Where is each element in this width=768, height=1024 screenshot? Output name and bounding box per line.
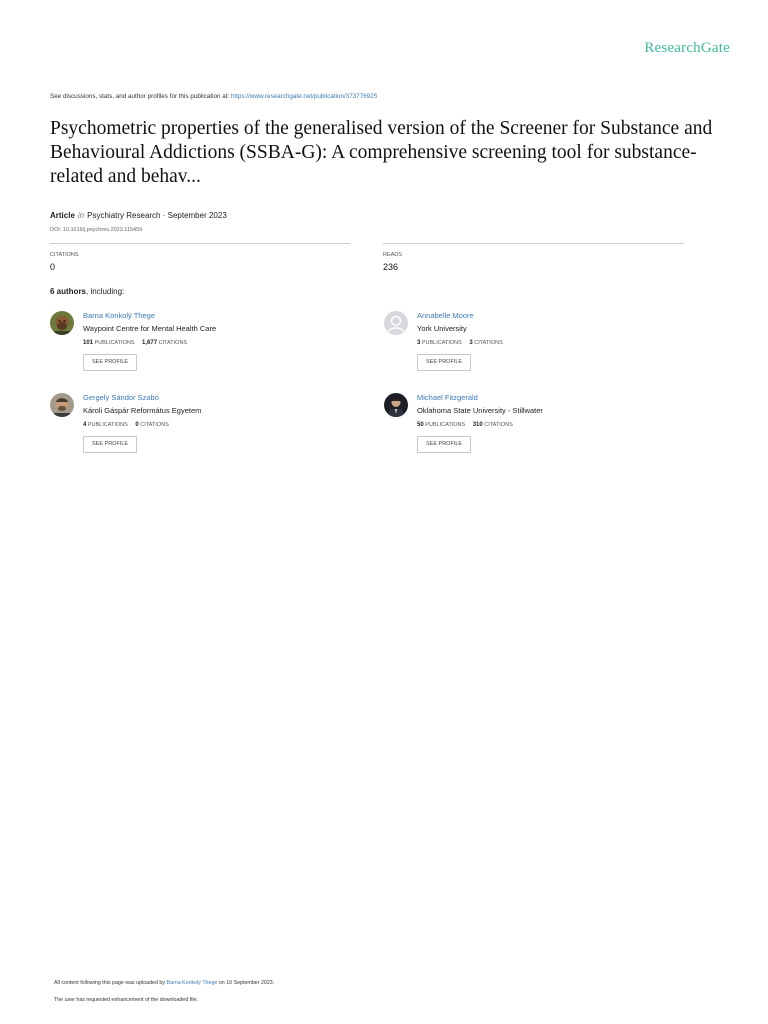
author-card: [384, 311, 684, 381]
citations-count: 3: [469, 340, 473, 346]
author-card: [50, 311, 350, 381]
citations-value: 0: [50, 262, 56, 272]
avatar[interactable]: [384, 393, 408, 417]
citations-label: CITATIONS: [140, 422, 169, 428]
authors-heading: [50, 287, 124, 296]
avatar[interactable]: [384, 311, 408, 335]
avatar[interactable]: [50, 393, 74, 417]
default-user-icon: [384, 311, 408, 335]
uploader-link[interactable]: Barna Konkolÿ Thege: [166, 980, 218, 986]
publications-count: 4: [83, 422, 87, 428]
see-profile-button[interactable]: SEE PROFILE: [83, 436, 137, 453]
divider-citations: [50, 243, 350, 244]
publications-count: 101: [83, 340, 94, 346]
divider-reads: [383, 243, 684, 244]
author-institution: Oklahoma State University - Stillwater: [417, 406, 543, 415]
enhancement-notice: The user has requested enhancement of the downloaded file.: [54, 997, 198, 1003]
publications-label: PUBLICATIONS: [421, 340, 462, 346]
article-type: Article: [50, 211, 75, 220]
reads-label: READS: [383, 252, 402, 258]
publications-label: PUBLICATIONS: [87, 422, 128, 428]
see-profile-button[interactable]: SEE PROFILE: [417, 436, 471, 453]
see-discussions-text: See discussions, stats, and author profiles for this publication at:: [50, 93, 230, 100]
author-name-link[interactable]: Barna Konkolÿ Thege: [83, 311, 155, 320]
author-institution: Károli Gáspár Református Egyetem: [83, 406, 202, 415]
author-name-link[interactable]: Annabelle Moore: [417, 311, 474, 320]
publications-count: 50: [417, 422, 424, 428]
author-institution: Waypoint Centre for Mental Health Care: [83, 324, 217, 333]
author-stats: [417, 422, 513, 428]
author-stats: [83, 340, 187, 346]
citations-label: CITATIONS: [158, 340, 188, 346]
in-label: in: [77, 211, 85, 220]
publication-meta: [50, 211, 227, 220]
upload-prefix: All content following this page was uploaded by: [54, 980, 166, 986]
citations-count: 0: [135, 422, 139, 428]
reads-value: 236: [383, 262, 399, 272]
citations-label: CITATIONS: [50, 252, 79, 258]
author-stats: [83, 422, 169, 428]
researchgate-logo[interactable]: ResearchGate: [644, 40, 730, 56]
author-stats: [417, 340, 503, 346]
upload-notice: [54, 980, 274, 986]
see-discussions-line: [50, 93, 377, 100]
authors-count: 6 authors: [50, 287, 87, 296]
citations-label: CITATIONS: [484, 422, 513, 428]
publications-label: PUBLICATIONS: [425, 422, 466, 428]
publication-url-link[interactable]: https://www.researchgate.net/publication/373776925: [230, 93, 378, 100]
publications-count: 3: [417, 340, 421, 346]
citations-count: 310: [472, 422, 483, 428]
author-institution: York University: [417, 324, 467, 333]
see-profile-button[interactable]: SEE PROFILE: [417, 354, 471, 371]
see-profile-button[interactable]: SEE PROFILE: [83, 354, 137, 371]
publications-label: PUBLICATIONS: [94, 340, 135, 346]
author-card: [50, 393, 350, 463]
upload-suffix: on 10 September 2023.: [218, 980, 275, 986]
authors-suffix: , including:: [86, 287, 125, 296]
author-name-link[interactable]: Gergely Sándor Szabó: [83, 393, 159, 402]
author-name-link[interactable]: Michael Fitzgerald: [417, 393, 478, 402]
author-photo-icon: [50, 311, 74, 335]
citations-label: CITATIONS: [474, 340, 503, 346]
author-photo-icon: [384, 393, 408, 417]
author-photo-icon: [50, 393, 74, 417]
journal-info: Psychiatry Research · September 2023: [87, 211, 227, 220]
publication-title: Psychometric properties of the generalised version of the Screener for Substance and Behavioural Addictions (SSBA-G): A comprehensive screening tool for substance-related and behav...: [50, 118, 713, 187]
citations-count: 1,677: [142, 340, 158, 346]
avatar[interactable]: [50, 311, 74, 335]
doi: DOI: 10.1016/j.psychres.2023.115459: [50, 227, 143, 233]
author-card: [384, 393, 684, 463]
